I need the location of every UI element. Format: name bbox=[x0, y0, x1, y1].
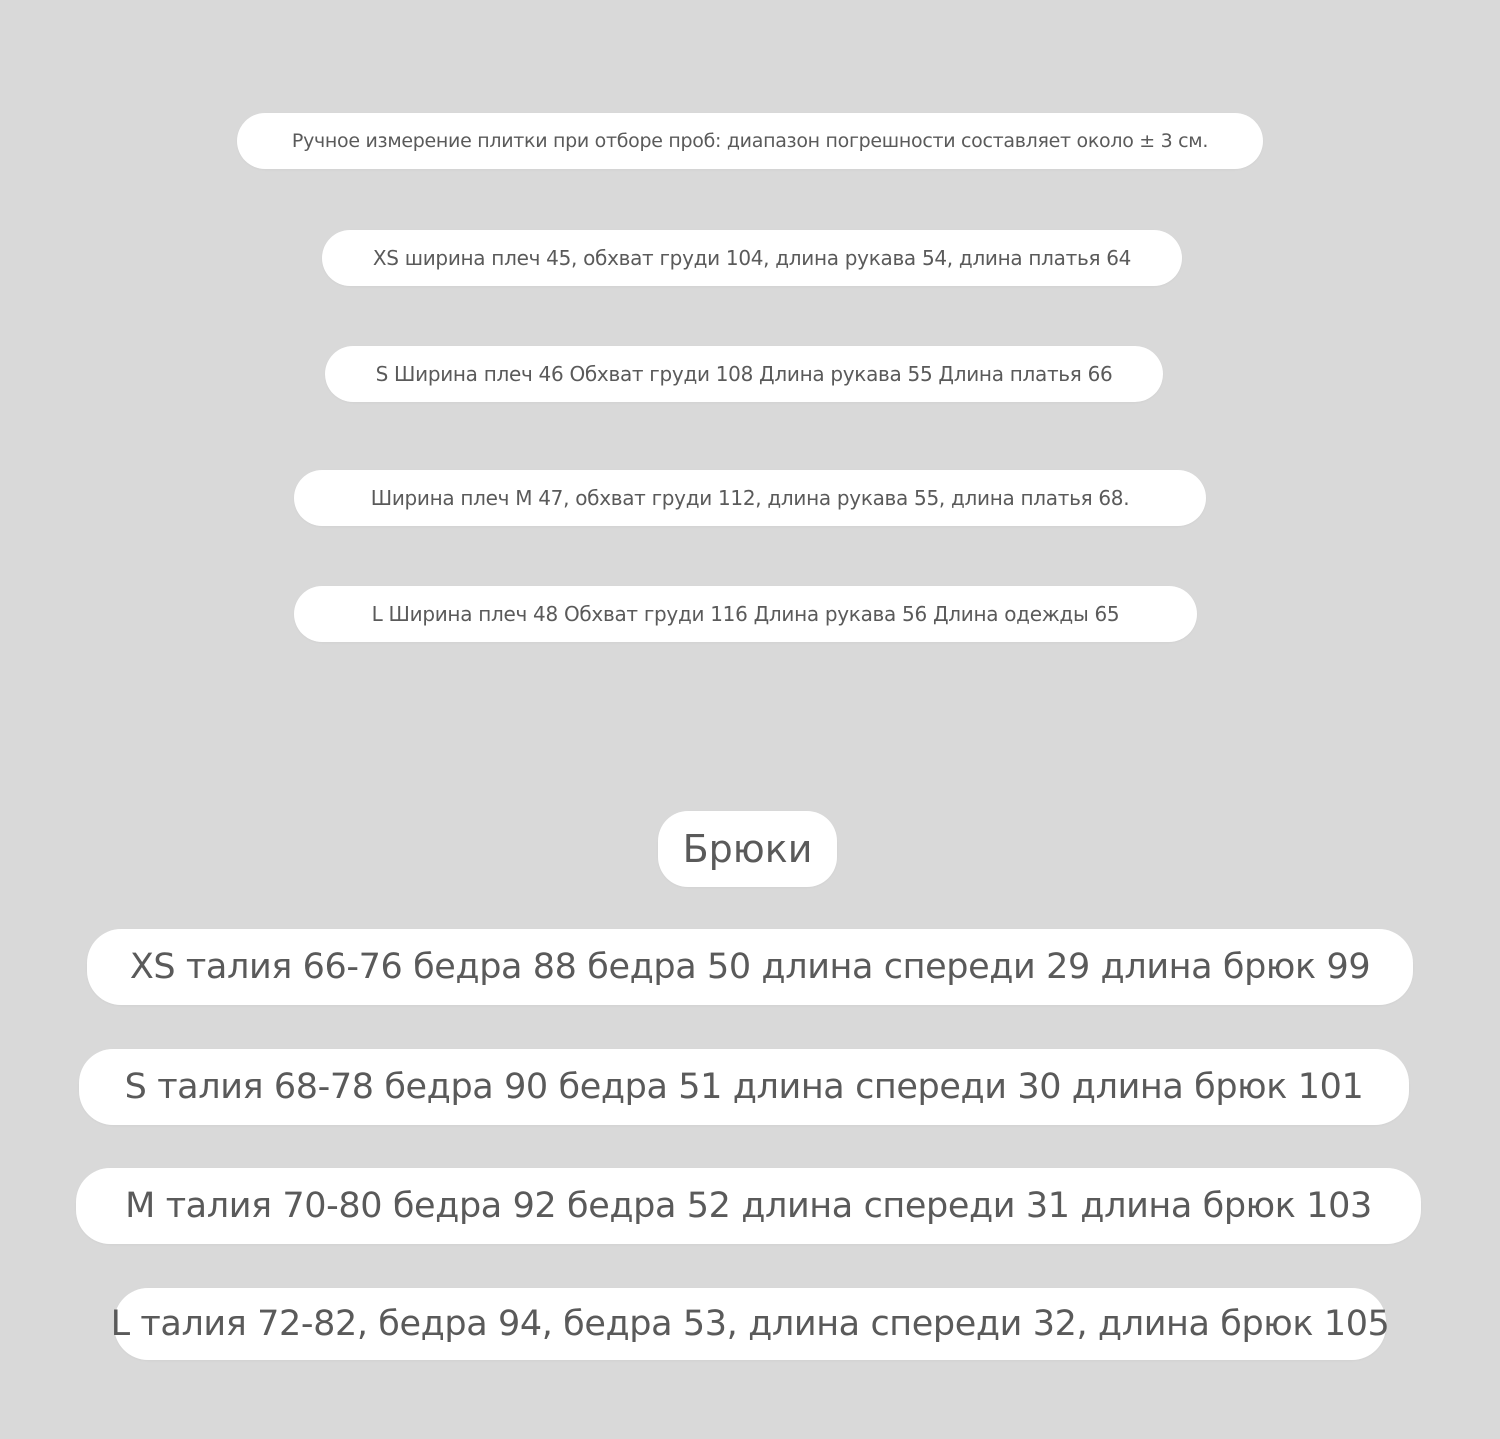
top-size-row-text: XS ширина плеч 45, обхват груди 104, длина рукава 54, длина платья 64 bbox=[372, 246, 1132, 270]
top-size-row-xs bbox=[322, 230, 1182, 286]
measurement-note-text: Ручное измерение плитки при отборе проб: диапазон погрешности составляет около ± 3 см. bbox=[291, 130, 1209, 152]
top-size-row-text: Ширина плеч M 47, обхват груди 112, длина рукава 55, длина платья 68. bbox=[370, 486, 1130, 510]
pants-size-row-text: XS талия 66-76 бедра 88 бедра 50 длина спереди 29 длина брюк 99 bbox=[129, 947, 1371, 987]
top-size-row-m bbox=[294, 470, 1206, 526]
pants-size-row-s bbox=[79, 1049, 1409, 1125]
pants-size-row-text: L талия 72-82, бедра 94, бедра 53, длина спереди 32, длина брюк 105 bbox=[110, 1304, 1390, 1344]
top-size-row-text: L Ширина плеч 48 Обхват груди 116 Длина рукава 56 Длина одежды 65 bbox=[371, 602, 1120, 626]
measurement-note bbox=[237, 113, 1263, 169]
top-size-row-s bbox=[325, 346, 1163, 402]
top-size-row-text: S Ширина плеч 46 Обхват груди 108 Длина рукава 55 Длина платья 66 bbox=[375, 362, 1113, 386]
pants-size-row-text: S талия 68-78 бедра 90 бедра 51 длина спереди 30 длина брюк 101 bbox=[124, 1067, 1364, 1107]
pants-size-row-xs bbox=[87, 929, 1413, 1005]
pants-title-text: Брюки bbox=[682, 827, 813, 871]
top-size-row-l bbox=[294, 586, 1197, 642]
pants-size-row-m bbox=[76, 1168, 1421, 1244]
pants-size-row-text: M талия 70-80 бедра 92 бедра 52 длина спереди 31 длина брюк 103 bbox=[125, 1186, 1372, 1226]
pants-section-title bbox=[658, 811, 837, 887]
pants-size-row-l bbox=[110, 1288, 1390, 1360]
